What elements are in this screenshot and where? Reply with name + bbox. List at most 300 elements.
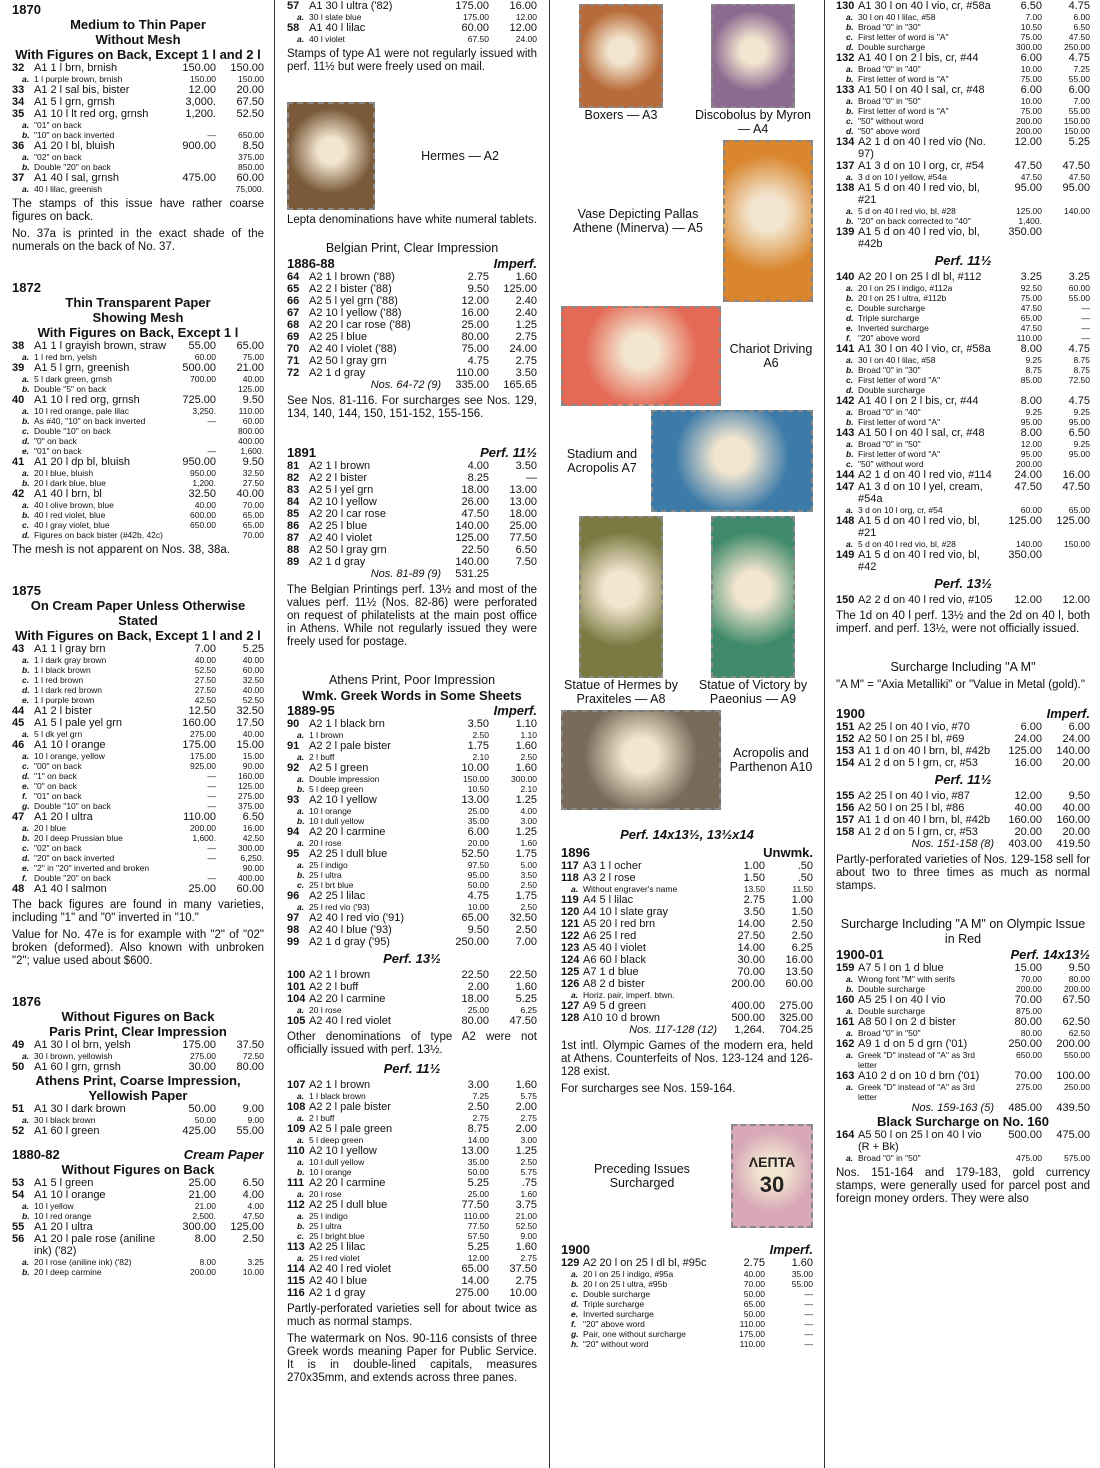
value-used: 21.00	[236, 362, 264, 374]
value-unused: 8.00	[1020, 395, 1042, 407]
catalog-number: 157	[836, 814, 855, 826]
value-unused: 2,500.	[192, 1211, 216, 1221]
value-used: 150.00	[238, 74, 264, 84]
catalog-row	[12, 1125, 264, 1137]
catalog-number: c.	[846, 116, 854, 126]
value-unused: 75.00	[1020, 106, 1042, 116]
description: A1 20 l ultra	[34, 1221, 93, 1233]
value-unused: 50.00	[743, 1309, 765, 1319]
catalog-number: 70	[287, 343, 300, 355]
value-used: 5.25	[1068, 136, 1090, 148]
variety-row	[561, 1339, 813, 1349]
catalog-number: d.	[846, 126, 854, 136]
description: A2 1 d on 40 l red vio (No. 97)	[858, 136, 986, 160]
variety-row	[287, 1211, 537, 1221]
value-unused: 475.00	[1016, 1153, 1042, 1163]
value-used: 21.00	[515, 1211, 537, 1221]
description: A2 1 l brown	[309, 969, 371, 981]
catalog-number: 46	[12, 739, 25, 751]
variety-row	[12, 853, 264, 863]
description: Double surcharge	[858, 984, 926, 994]
value-used: 47.50	[242, 1211, 264, 1221]
description: Double "10" on back	[34, 426, 111, 436]
value-unused: 12.00	[1014, 594, 1042, 606]
value-unused: 2.50	[467, 1101, 489, 1113]
description: Broad "0" in "30"	[858, 22, 921, 32]
description: A2 5 l yel grn ('88)	[309, 295, 398, 307]
value-unused: 3.50	[467, 718, 489, 730]
value-used: 375.00	[238, 152, 264, 162]
value-unused: 50.00	[194, 1115, 216, 1125]
description: A1 60 l grn, grnsh	[34, 1061, 121, 1073]
description: A1 5 d on 40 l red vio, bl, #21	[858, 515, 980, 539]
description: A2 1 d gray	[309, 556, 366, 568]
value-used: 850.00	[238, 162, 264, 172]
value-used: 11.50	[792, 884, 813, 894]
description: A1 20 l ultra	[34, 811, 93, 823]
variety-row	[836, 106, 1090, 116]
section-heading: Black Surcharge on No. 160	[877, 1114, 1049, 1129]
description: A1 40 l on 2 l bis, cr, #44	[858, 52, 979, 64]
value-unused: 900.00	[182, 140, 216, 152]
value-used: 2.50	[520, 880, 537, 890]
catalog-row	[836, 395, 1090, 407]
value-used: 150.00	[1064, 116, 1090, 126]
catalog-number: 85	[287, 508, 300, 520]
description: "01" on back	[34, 446, 82, 456]
catalog-number: c.	[571, 1289, 579, 1299]
value-used: 1.75	[515, 890, 537, 902]
value-unused: 27.50	[194, 675, 216, 685]
value-used: 52.50	[242, 695, 264, 705]
value-used: 60.00	[242, 665, 264, 675]
description: "02" on back	[34, 152, 82, 162]
catalog-row	[287, 0, 537, 12]
value-unused: 7.00	[194, 643, 216, 655]
stamp-figure	[561, 140, 813, 302]
value-used: 4.75	[1068, 52, 1090, 64]
value-unused: 2.50	[472, 730, 489, 740]
issue-heading	[287, 703, 537, 718]
description: 10 l dull yellow	[309, 1157, 365, 1167]
variety-row	[836, 126, 1090, 136]
description: 40 l gray violet, blue	[34, 520, 110, 530]
value-used: 40.00	[242, 729, 264, 739]
variety-row	[836, 96, 1090, 106]
description: A1 50 l on 40 l sal, cr, #48	[858, 427, 985, 439]
description: 20 l on 25 l ultra, #112b	[858, 293, 947, 303]
description: Nos. 151-158 (8)	[911, 838, 994, 850]
value-unused: 175.00	[455, 0, 489, 12]
value-unused: 14.00	[467, 1135, 489, 1145]
catalog-number: a.	[297, 1189, 305, 1199]
value-unused: 57.50	[467, 1231, 489, 1241]
value-used: 65.00	[1068, 505, 1090, 515]
issue-perf: Imperf.	[493, 256, 537, 271]
variety-row	[836, 539, 1090, 549]
catalog-row	[287, 484, 537, 496]
value-unused: 20.00	[1014, 826, 1042, 838]
catalog-row	[287, 331, 537, 343]
value-unused: 16.00	[461, 307, 489, 319]
description: A3 2 l rose	[583, 872, 636, 884]
note-text: Stamps of type A1 were not regularly issued with perf. 11½ but were freely used on mail.	[287, 48, 537, 73]
value-used: 47.50	[1062, 160, 1090, 172]
description: Double "20" on back	[34, 162, 111, 172]
description: 10 l orange, yellow	[34, 751, 105, 761]
value-unused: 60.00	[194, 352, 216, 362]
catalog-number: a.	[297, 1113, 305, 1123]
catalog-number: a.	[297, 806, 305, 816]
value-used: 2.75	[515, 331, 537, 343]
catalog-row	[836, 160, 1090, 172]
value-unused: 25.00	[467, 1005, 489, 1015]
value-unused: 8.75	[1025, 365, 1042, 375]
description: Double impression	[309, 774, 380, 784]
catalog-row	[836, 1038, 1090, 1050]
value-used: 3.75	[515, 1199, 537, 1211]
section-heading: With Figures on Back, Except 1 l	[37, 325, 239, 340]
value-unused: 200.00	[190, 1267, 216, 1277]
value-unused: 75.00	[1020, 32, 1042, 42]
catalog-number: 141	[836, 343, 855, 355]
catalog-number: 110	[287, 1145, 305, 1157]
variety-row	[12, 1267, 264, 1277]
catalog-row	[12, 96, 264, 108]
value-used: 1.60	[520, 838, 537, 848]
value-unused: 500.00	[182, 362, 216, 374]
value-used: 65.00	[242, 510, 264, 520]
value-used: 1.25	[515, 794, 537, 806]
catalog-number: c.	[297, 880, 305, 890]
catalog-number: a.	[846, 539, 854, 549]
description: 1 l black brown	[309, 1091, 366, 1101]
catalog-number: a.	[22, 352, 30, 362]
catalog-number: 116	[287, 1287, 305, 1299]
description: A5 50 l on 25 l on 40 l vio (R + Bk)	[858, 1129, 982, 1153]
section-heading: Without Figures on Back	[61, 1162, 215, 1177]
catalog-row	[287, 1123, 537, 1135]
catalog-number: c.	[22, 426, 30, 436]
variety-row	[12, 74, 264, 84]
value-unused: 6.00	[1020, 721, 1042, 733]
description: 3 d on 10 l org, cr, #54	[858, 505, 943, 515]
section-heading: Wmk. Greek Words in Some Sheets	[302, 688, 522, 703]
variety-row	[12, 162, 264, 172]
catalog-row	[561, 930, 813, 942]
description: A1 40 l brn, bl	[34, 488, 102, 500]
year-heading: 1870	[12, 2, 41, 17]
description: "10" on back inverted	[34, 130, 115, 140]
column-1	[12, 0, 264, 1468]
value-unused: 950.00	[190, 468, 216, 478]
value-unused: 9.25	[1025, 355, 1042, 365]
catalog-number: a.	[571, 990, 579, 1000]
description: 20 l on 25 l indigo, #95a	[583, 1269, 674, 1279]
value-unused: 22.50	[461, 969, 489, 981]
catalog-number: a.	[297, 1157, 305, 1167]
catalog-number: a.	[22, 184, 30, 194]
value-unused: —	[207, 791, 216, 801]
description: A2 50 l on 25 l bl, #69	[858, 733, 965, 745]
stamp-caption: Boxers — A3	[584, 108, 658, 122]
value-used: 2.75	[515, 355, 537, 367]
description: A4 10 l slate gray	[583, 906, 668, 918]
value-used: 12.00	[1062, 594, 1090, 606]
value-used: 52.50	[515, 1221, 537, 1231]
catalog-number: 156	[836, 802, 855, 814]
value-used: 2.50	[520, 752, 537, 762]
variety-row	[836, 1153, 1090, 1163]
description: 10 l dull yellow	[309, 816, 365, 826]
description: A1 5 d on 40 l red vio, bl, #42b	[858, 226, 980, 250]
value-unused: 20.00	[467, 838, 489, 848]
value-used: 37.50	[236, 1039, 264, 1051]
section-heading: Athens Print, Coarse Impression, Yellowish Paper	[35, 1073, 241, 1103]
value-used: 250.00	[1064, 1082, 1090, 1092]
value-used: 9.00	[520, 1231, 537, 1241]
spacer	[561, 1100, 813, 1120]
value-used: —	[804, 1289, 813, 1299]
catalog-row	[12, 643, 264, 655]
value-unused: 600.00	[190, 510, 216, 520]
description: Double surcharge	[858, 385, 926, 395]
catalog-row	[561, 918, 813, 930]
value-used: 575.00	[1064, 1153, 1090, 1163]
catalog-number: e.	[571, 1309, 579, 1319]
value-used: 150.00	[1064, 539, 1090, 549]
catalog-number: 118	[561, 872, 579, 884]
catalog-number: 87	[287, 532, 300, 544]
value-unused: 25.00	[461, 319, 489, 331]
variety-row	[287, 1091, 537, 1101]
value-used: 2.75	[520, 1113, 537, 1123]
description: A1 5 l pale yel grn	[34, 717, 123, 729]
column-3	[561, 0, 813, 1468]
value-used: 2.75	[515, 1275, 537, 1287]
value-unused: 125.00	[1008, 515, 1042, 527]
value-used: 5.75	[520, 1091, 537, 1101]
value-unused: 13.50	[743, 884, 765, 894]
catalog-number: a.	[22, 751, 30, 761]
description: A2 40 l violet ('88)	[309, 343, 397, 355]
description: "2" in "20" inverted and broken	[34, 863, 150, 873]
description: 40 l olive brown, blue	[34, 500, 114, 510]
catalog-number: e.	[22, 695, 30, 705]
description: A1 30 l dark brown	[34, 1103, 126, 1115]
variety-row	[561, 1309, 813, 1319]
description: A2 10 l yellow	[309, 1145, 377, 1157]
value-unused: 10.00	[1020, 96, 1042, 106]
year-heading: 1872	[12, 280, 41, 295]
value-used: 37.50	[509, 1263, 537, 1275]
year-heading: 1875	[12, 583, 41, 598]
catalog-number: a.	[297, 1253, 305, 1263]
value-used: 4.75	[1068, 0, 1090, 12]
value-used: 5.00	[520, 860, 537, 870]
catalog-number: h.	[571, 1339, 579, 1349]
catalog-row	[836, 469, 1090, 481]
issue-year: 1889-95	[287, 703, 335, 718]
description: A1 40 l sal, grnsh	[34, 172, 119, 184]
description: A1 20 l bl, bluish	[34, 140, 115, 152]
catalog-row	[287, 794, 537, 806]
description: A2 20 l on 25 l dl bl, #95c	[583, 1257, 707, 1269]
description: A2 40 l blue	[309, 1275, 368, 1287]
description: A1 30 l on 40 l vio, cr, #58a	[858, 0, 991, 12]
value-used: 62.50	[1062, 1016, 1090, 1028]
catalog-row	[836, 721, 1090, 733]
value-unused: 10.00	[1020, 64, 1042, 74]
value-used: 3.00	[520, 1135, 537, 1145]
description: Without engraver's name	[583, 884, 678, 894]
description: Broad "0" in "40"	[858, 407, 921, 417]
value-used: 2.50	[520, 902, 537, 912]
description: 20 l deep Prussian blue	[34, 833, 123, 843]
catalog-number: a.	[22, 1257, 30, 1267]
value-unused: 6.00	[467, 826, 489, 838]
value-unused: 10.50	[467, 784, 489, 794]
catalog-row	[287, 718, 537, 730]
variety-row	[287, 752, 537, 762]
variety-row	[287, 1135, 537, 1145]
value-unused: 25.00	[467, 806, 489, 816]
catalog-number: a.	[22, 468, 30, 478]
value-unused: 2.75	[467, 271, 489, 283]
value-unused: 12.00	[1014, 136, 1042, 148]
value-used: 9.50	[242, 456, 264, 468]
stamp-image-discobolus	[711, 4, 795, 108]
value-unused: 110.00	[463, 1211, 489, 1221]
description: A1 5 l grn, grnsh	[34, 96, 115, 108]
value-unused: 60.00	[461, 22, 489, 34]
catalog-row	[287, 826, 537, 838]
variety-row	[836, 333, 1090, 343]
value-unused: 200.00	[1016, 116, 1042, 126]
description: 1 l purple brown, brnish	[34, 74, 123, 84]
value-unused: 70.00	[737, 966, 765, 978]
variety-row	[836, 216, 1090, 226]
catalog-number: a.	[297, 34, 305, 44]
value-unused: 1,400.	[1018, 216, 1042, 226]
catalog-row	[287, 969, 537, 981]
value-unused: 110.00	[456, 367, 489, 379]
catalog-row	[12, 340, 264, 352]
stamp-caption: Vase Depicting Pallas Athene (Minerva) — A5	[573, 207, 703, 235]
value-used: 55.00	[1068, 74, 1090, 84]
value-unused: 300.00	[1016, 42, 1042, 52]
catalog-number: 130	[836, 0, 855, 12]
value-unused: 50.00	[188, 1103, 216, 1115]
catalog-number: e.	[22, 781, 30, 791]
catalog-number: b.	[297, 1167, 305, 1177]
section-heading: Medium to Thin Paper	[70, 17, 206, 32]
value-unused: 9.25	[1025, 407, 1042, 417]
catalog-row	[287, 343, 537, 355]
value-used: 3.50	[515, 367, 537, 379]
value-used: 275.00	[779, 1000, 813, 1012]
catalog-number: 95	[287, 848, 300, 860]
description: A2 20 l carmine	[309, 1177, 386, 1189]
value-unused: 5.25	[467, 1177, 489, 1189]
catalog-number: 143	[836, 427, 855, 439]
description: Broad "0" in "40"	[858, 64, 921, 74]
value-used: 70.00	[242, 530, 264, 540]
catalog-row	[836, 1070, 1090, 1082]
variety-row	[836, 1006, 1090, 1016]
value-unused: 97.50	[467, 860, 489, 870]
value-used: 110.00	[238, 406, 264, 416]
catalog-number: 104	[287, 993, 306, 1005]
catalog-row	[287, 355, 537, 367]
catalog-number: a.	[22, 152, 30, 162]
catalog-number: 72	[287, 367, 300, 379]
value-used: 125.00	[238, 781, 264, 791]
catalog-number: c.	[846, 375, 854, 385]
value-unused: 12.00	[461, 295, 489, 307]
stamp-image-hermes	[287, 102, 375, 210]
catalog-row	[287, 890, 537, 902]
value-unused: 300.00	[182, 1221, 216, 1233]
catalog-number: 155	[836, 790, 855, 802]
value-unused: 403.00	[1008, 838, 1042, 850]
catalog-number: a.	[297, 752, 305, 762]
value-unused: 26.00	[461, 496, 489, 508]
description: A2 25 l lilac	[309, 890, 366, 902]
value-unused: 6.50	[1020, 0, 1042, 12]
catalog-row	[287, 1241, 537, 1253]
catalog-number: 120	[561, 906, 580, 918]
description: A2 40 l red violet	[309, 1263, 391, 1275]
catalog-number: 107	[287, 1079, 306, 1091]
catalog-number: 53	[12, 1177, 25, 1189]
catalog-number: 48	[12, 883, 25, 895]
issue-year: 1896	[561, 845, 590, 860]
value-unused: 275.00	[190, 729, 216, 739]
value-unused: 1.75	[467, 740, 489, 752]
description: A1 40 l on 2 l bis, cr, #44	[858, 395, 979, 407]
catalog-row	[561, 872, 813, 884]
description: 1 l red brown	[34, 675, 84, 685]
catalog-number: 119	[561, 894, 579, 906]
description: A2 1 d gray	[309, 1287, 366, 1299]
description: "00" on back	[34, 761, 82, 771]
catalog-number: 98	[287, 924, 300, 936]
value-unused: 2.00	[467, 981, 489, 993]
spacer	[12, 561, 264, 581]
variety-row	[561, 884, 813, 894]
variety-row	[561, 1269, 813, 1279]
variety-row	[836, 365, 1090, 375]
catalog-row	[836, 594, 1090, 606]
catalog-row	[287, 740, 537, 752]
value-unused: 10.50	[1020, 22, 1042, 32]
description: A4 5 l lilac	[583, 894, 634, 906]
value-unused: 275.00	[1016, 1082, 1042, 1092]
catalog-number: 71	[287, 355, 300, 367]
description: 25 l indigo	[309, 1211, 348, 1221]
description: A2 40 l violet	[309, 532, 372, 544]
stamp-figure	[561, 4, 681, 136]
catalog-number: 114	[287, 1263, 305, 1275]
catalog-number: a.	[22, 500, 30, 510]
value-unused: 30.00	[737, 954, 765, 966]
spacer	[561, 814, 813, 824]
variety-row	[12, 120, 264, 130]
catalog-number: a.	[846, 505, 854, 515]
catalog-number: 160	[836, 994, 855, 1006]
value-used: 24.00	[515, 34, 537, 44]
